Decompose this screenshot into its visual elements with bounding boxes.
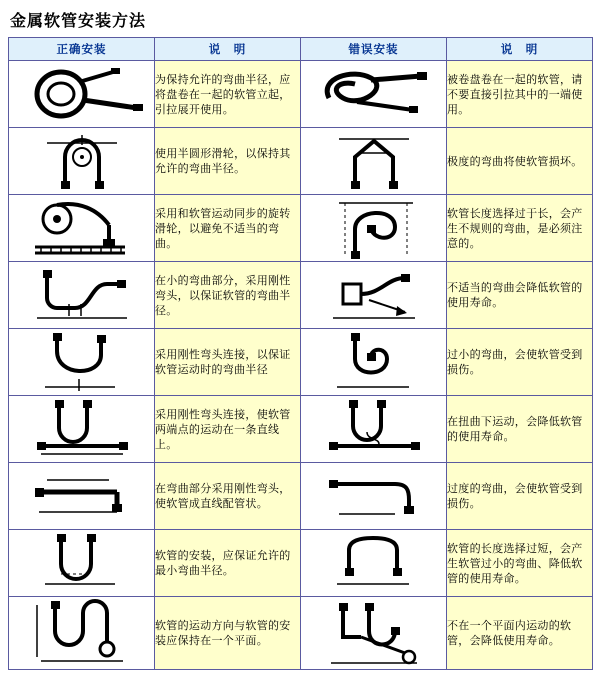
table-row [9, 597, 593, 670]
figure-cell-correct [9, 463, 155, 530]
figure-cell-wrong [301, 61, 447, 128]
description-correct: 采用刚性弯头连接，以保证软管运动时的弯曲半径 [155, 329, 301, 396]
description-wrong: 不适当的弯曲会降低软管的使用寿命。 [447, 262, 593, 329]
description-wrong: 被卷盘卷在一起的软管，请不要直接引拉其中的一端使用。 [447, 61, 593, 128]
half-round-pulley-correct-icon [17, 131, 147, 191]
figure-cell-correct [9, 530, 155, 597]
figure-cell-wrong [301, 128, 447, 195]
figure-cell-correct [9, 195, 155, 262]
figure-cell-wrong [301, 396, 447, 463]
figure-cell-wrong [301, 262, 447, 329]
description-wrong: 极度的弯曲将使软管损坏。 [447, 128, 593, 195]
sharp-bend-wrong-icon [309, 131, 439, 191]
figure-cell-wrong [301, 597, 447, 670]
excessive-bend-wrong-icon [309, 468, 439, 524]
table-row [9, 262, 593, 329]
same-plane-motion-correct-icon [17, 597, 147, 669]
description-correct: 采用刚性弯头连接，使软管两端点的运动在一条直线上。 [155, 396, 301, 463]
long-hose-wrong-icon [309, 195, 439, 261]
figure-cell-correct [9, 262, 155, 329]
description-wrong: 在扭曲下运动，会降低软管的使用寿命。 [447, 396, 593, 463]
table-row [9, 128, 593, 195]
u-bend-straight-correct-icon [17, 398, 147, 460]
table-header-row [9, 38, 593, 61]
figure-cell-correct [9, 329, 155, 396]
too-small-bend-wrong-icon [309, 329, 439, 395]
figure-cell-correct [9, 597, 155, 670]
header-wrong-desc: 说 明 [447, 38, 593, 61]
improper-bend-wrong-icon [309, 264, 439, 326]
figure-cell-wrong [301, 195, 447, 262]
description-correct: 软管的安装，应保证允许的最小弯曲半径。 [155, 530, 301, 597]
header-wrong-install: 错误安装 [301, 38, 447, 61]
header-correct-install: 正确安装 [9, 38, 155, 61]
description-wrong: 软管的长度选择过短，会产生软管过小的弯曲、降低软管的使用寿命。 [447, 530, 593, 597]
page-title: 金属软管安装方法 [10, 11, 147, 30]
hose-coil-correct-icon [17, 64, 147, 124]
description-correct: 在弯曲部分采用刚性弯头，使软管成直线配管状。 [155, 463, 301, 530]
description-wrong: 过小的弯曲，会使软管受到损伤。 [447, 329, 593, 396]
over-length-wrong-icon [309, 532, 439, 594]
description-wrong: 软管长度选择过于长，会产生不规则的弯曲，是必须注意的。 [447, 195, 593, 262]
description-correct: 软管的运动方向与软管的安装应保持在一个平面。 [155, 597, 301, 670]
description-correct: 使用半圆形滑轮，以保持其允许的弯曲半径。 [155, 128, 301, 195]
description-wrong: 不在一个平面内运动的软管，会降低使用寿命。 [447, 597, 593, 670]
figure-cell-wrong [301, 463, 447, 530]
table-row [9, 329, 593, 396]
figure-cell-wrong [301, 530, 447, 597]
min-bend-radius-correct-icon [17, 532, 147, 594]
twist-motion-wrong-icon [309, 398, 439, 460]
hose-coil-wrong-icon [309, 64, 439, 124]
figure-cell-wrong [301, 329, 447, 396]
rotating-pulley-correct-icon [17, 195, 147, 261]
description-correct: 采用和软管运动同步的旋转滑轮，以避免不适当的弯曲。 [155, 195, 301, 262]
description-correct: 为保持允许的弯曲半径，应将盘卷在一起的软管立起，引拉展开使用。 [155, 61, 301, 128]
table-row [9, 195, 593, 262]
description-wrong: 过度的弯曲，会使软管受到损伤。 [447, 463, 593, 530]
straight-piping-correct-icon [17, 468, 147, 524]
table-row [9, 463, 593, 530]
figure-cell-correct [9, 61, 155, 128]
rigid-bend-correct-icon [17, 264, 147, 326]
rigid-elbow-connect-correct-icon [17, 329, 147, 395]
table-row [9, 61, 593, 128]
different-plane-motion-wrong-icon [309, 597, 439, 669]
table-row [9, 396, 593, 463]
description-correct: 在小的弯曲部分，采用刚性弯头，以保证软管的弯曲半径。 [155, 262, 301, 329]
table-row [9, 530, 593, 597]
figure-cell-correct [9, 128, 155, 195]
header-correct-desc: 说 明 [155, 38, 301, 61]
hose-installation-table [8, 37, 593, 670]
figure-cell-correct [9, 396, 155, 463]
